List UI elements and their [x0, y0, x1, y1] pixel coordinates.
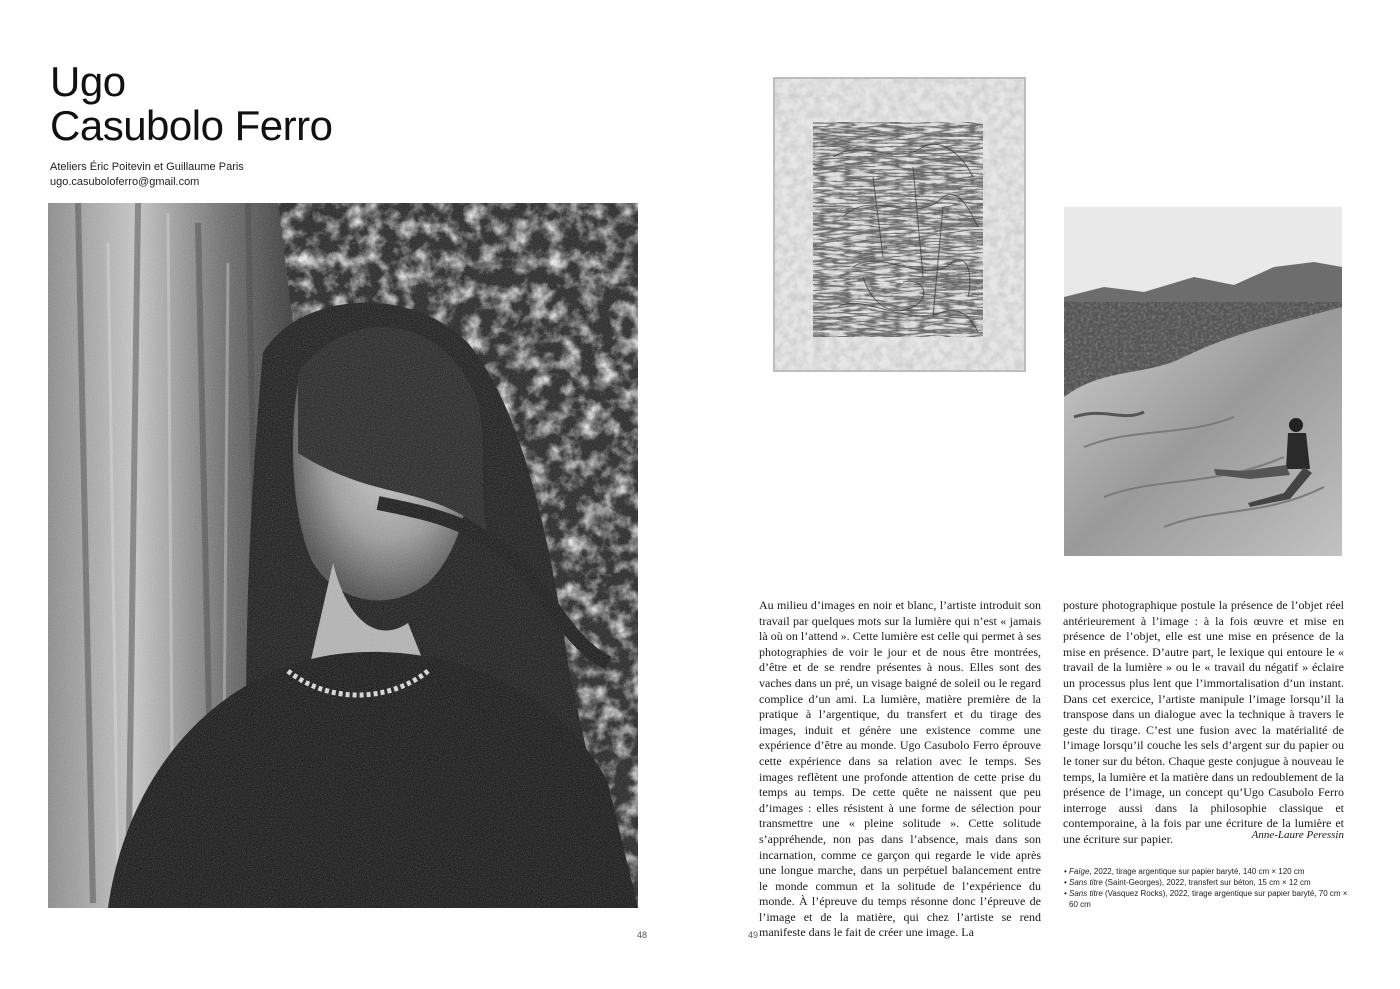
caption-details: , 2022, tirage argentique sur papier baryté, 140 cm × 120 cm	[1089, 867, 1305, 876]
studio-line: Ateliers Éric Poitevin et Guillaume Paris	[50, 161, 244, 173]
artist-name-line2: Casubolo Ferro	[50, 102, 333, 149]
caption-title: Sans titre	[1069, 878, 1103, 887]
artist-name	[50, 60, 332, 148]
essay-column-1	[759, 598, 1041, 941]
caption-details: (Vasquez Rocks), 2022, tirage argentique sur papier baryté, 70 cm × 60 cm	[1069, 889, 1348, 909]
engraving-photo-drawing	[773, 77, 1026, 372]
caption-title: Sans titre	[1069, 889, 1103, 898]
essay-paragraph-1: Au milieu d’images en noir et blanc, l’artiste introduit son travail par quelques mots sur la lumière qui n’est « jamais là où on l’attend ». Cette lumière est celle qui permet à ses photographies de voir le jour et de nous être montrées, d’être et de se rendre présentes à nous. Elles sont des vaches dans un pré, un visage baigné de soleil ou le regard complice d’un ami. La lumière, matière première de la pratique à l’argentique, du transfert et du tirage des images, induit et génère une existence comme une expérience d’être au monde. Ugo Casubolo Ferro éprouve cette expérience dans sa relation avec le temps. Ses images reflètent une profonde attention de cette prise du temps au temps. De cette quête ne naissent que peu d’images : elles résistent à une forme de sélection pour transmettre une « pleine solitude ». Cette solitude s’appréhende, non pas dans l’absence, mais dans son incarnation, comme ce garçon qui regarde le vide après une longue marche, dans un perpétuel balancement entre le monde commun et la solitude de l’expérience du monde. À l’épreuve du temps résonne donc l’épreuve de l’image et de la matière, qui chez l’artiste se rend manifeste dans le fait de créer une image. La	[759, 598, 1041, 940]
landscape-photo-drawing	[1064, 207, 1342, 556]
caption-item	[1064, 877, 1354, 888]
artist-contact	[50, 160, 244, 190]
caption-details: (Saint-Georges), 2022, transfert sur béton, 15 cm × 12 cm	[1102, 878, 1311, 887]
caption-item	[1064, 866, 1354, 877]
page-number-left: 48	[637, 930, 648, 940]
email-line: ugo.casuboloferro@gmail.com	[50, 176, 200, 188]
engraving-photo	[773, 77, 1026, 372]
caption-bullet: •	[1064, 878, 1067, 887]
landscape-photo	[1064, 207, 1342, 556]
artist-name-line1: Ugo	[50, 58, 126, 105]
portrait-photo-drawing	[48, 203, 638, 908]
image-captions	[1064, 866, 1354, 910]
caption-item	[1064, 888, 1354, 910]
caption-title: Faïge	[1069, 867, 1090, 876]
essay-column-2	[1063, 598, 1344, 848]
essay-author: Anne-Laure Peressin	[1251, 829, 1344, 841]
essay-paragraph-2: posture photographique postule la présence de l’objet réel antérieurement à l’image : à la fois œuvre et mise en présence de l’objet, elle est une mise en présence de la mise en présence. D’autre part, le lexique qui entoure le « travail de la lumière » ou le « travail du négatif » éclaire un processus plus lent que l’immortalisation d’un instant. Dans cet exercice, l’artiste manipule l’image lorsqu’il la transpose dans un dialogue avec la technique à travers le geste du tirage. C’est une fusion avec la matérialité de l’image lorsqu’il couche les sels d’argent sur du papier ou le toner sur du béton. Chaque geste conjugue à nouveau le temps, la lumière et la matière dans un redoublement de la présence de l’image, un concept qu’Ugo Casubolo Ferro interroge aussi dans la philosophie classique et contemporaine, à la fois par une écriture de la lumière et une écriture sur papier.	[1063, 598, 1344, 846]
portrait-photo	[48, 203, 638, 908]
page-number-right: 49	[748, 930, 759, 940]
caption-bullet: •	[1064, 867, 1067, 876]
caption-bullet: •	[1064, 889, 1067, 898]
